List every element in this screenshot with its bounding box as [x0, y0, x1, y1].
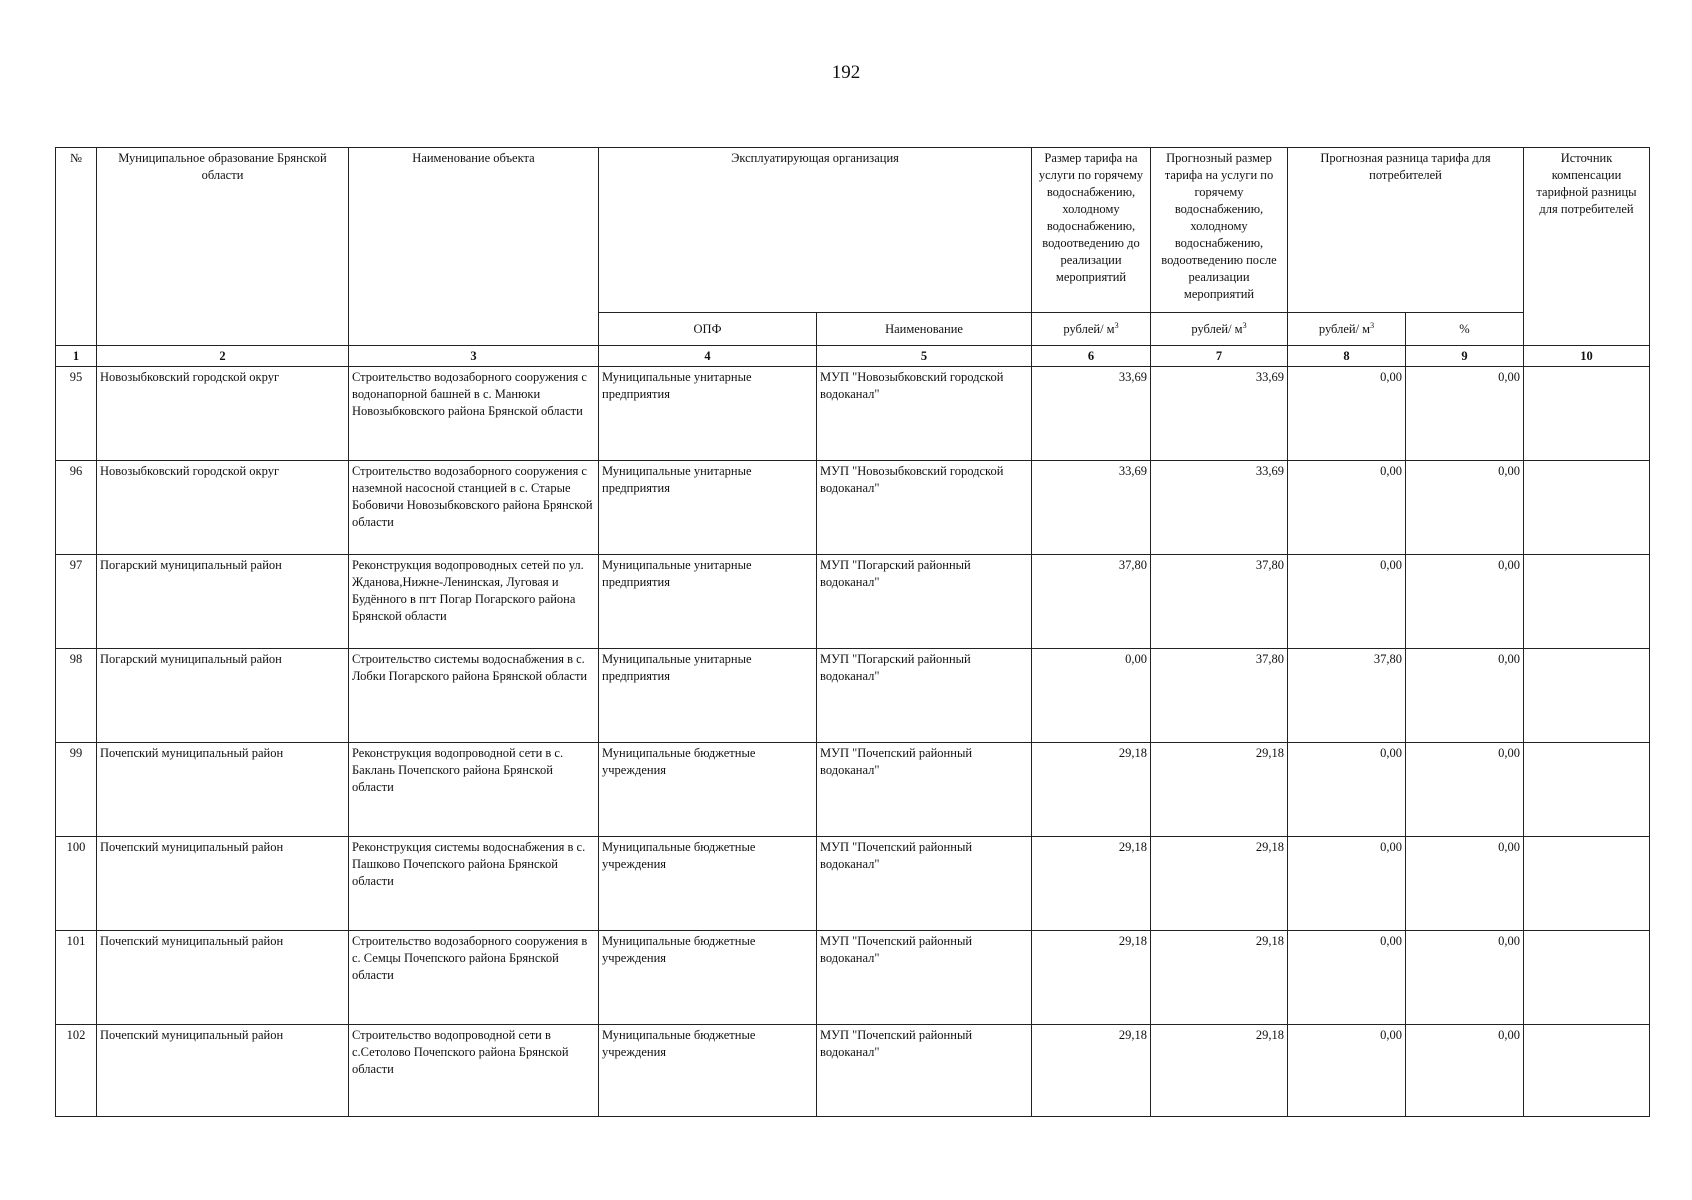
header-unit-before: [1032, 313, 1151, 346]
diff-pct-cell: 0,00: [1406, 461, 1524, 555]
column-number: 6: [1032, 346, 1151, 367]
source-cell: [1524, 649, 1650, 743]
header-object: Наименование объекта: [349, 148, 599, 346]
tariff-after-cell: 29,18: [1151, 931, 1288, 1025]
diff-rub-cell: 0,00: [1288, 931, 1406, 1025]
column-number: 4: [599, 346, 817, 367]
org-name-cell: МУП "Почепский районный водоканал": [817, 931, 1032, 1025]
org-name-cell: МУП "Почепский районный водоканал": [817, 743, 1032, 837]
municipality-cell: Погарский муниципальный район: [97, 555, 349, 649]
row-number: 97: [56, 555, 97, 649]
source-cell: [1524, 837, 1650, 931]
object-cell: Реконструкция водопроводных сетей по ул. Жданова,Нижне-Ленинская, Луговая и Будённого в пгт Погар Погарского района Брянской области: [349, 555, 599, 649]
header-municipality: Муниципальное образование Брянской области: [97, 148, 349, 346]
header-opf: ОПФ: [599, 313, 817, 346]
source-cell: [1524, 555, 1650, 649]
header-org-name: Наименование: [817, 313, 1032, 346]
tariff-after-cell: 33,69: [1151, 367, 1288, 461]
table-row: [56, 367, 1650, 461]
column-number: 8: [1288, 346, 1406, 367]
diff-pct-cell: 0,00: [1406, 367, 1524, 461]
source-cell: [1524, 367, 1650, 461]
column-number: 9: [1406, 346, 1524, 367]
opf-cell: Муниципальные бюджетные учреждения: [599, 743, 817, 837]
row-number: 98: [56, 649, 97, 743]
unit-label: рублей/ м: [1191, 321, 1243, 336]
table-row: [56, 837, 1650, 931]
diff-pct-cell: 0,00: [1406, 1025, 1524, 1117]
object-cell: Строительство системы водоснабжения в с. Лобки Погарского района Брянской области: [349, 649, 599, 743]
table-row: [56, 931, 1650, 1025]
unit-label: рублей/ м: [1318, 321, 1371, 336]
diff-rub-cell: 0,00: [1288, 743, 1406, 837]
diff-rub-cell: 0,00: [1288, 837, 1406, 931]
municipality-cell: Новозыбковский городской округ: [97, 461, 349, 555]
municipality-cell: Новозыбковский городской округ: [97, 367, 349, 461]
tariff-table: [55, 147, 1650, 1117]
tariff-before-cell: 33,69: [1032, 461, 1151, 555]
municipality-cell: Погарский муниципальный район: [97, 649, 349, 743]
tariff-after-cell: 29,18: [1151, 743, 1288, 837]
diff-pct-cell: 0,00: [1406, 837, 1524, 931]
column-number: 1: [56, 346, 97, 367]
row-number: 100: [56, 837, 97, 931]
header-no: №: [56, 148, 97, 346]
source-cell: [1524, 1025, 1650, 1117]
header-tariff-diff: Прогнозная разница тарифа для потребителей: [1288, 148, 1524, 313]
opf-cell: Муниципальные унитарные предприятия: [599, 461, 817, 555]
tariff-before-cell: 29,18: [1032, 1025, 1151, 1117]
header-tariff-after: Прогнозный размер тарифа на услуги по горячему водоснабжению, холодному водоснабжению, водоотведению после реализации мероприятий: [1151, 148, 1288, 313]
diff-rub-cell: 0,00: [1288, 367, 1406, 461]
tariff-after-cell: 37,80: [1151, 555, 1288, 649]
column-number: 7: [1151, 346, 1288, 367]
source-cell: [1524, 743, 1650, 837]
table-row: [56, 461, 1650, 555]
opf-cell: Муниципальные бюджетные учреждения: [599, 1025, 817, 1117]
object-cell: Реконструкция системы водоснабжения в с. Пашково Почепского района Брянской области: [349, 837, 599, 931]
municipality-cell: Почепский муниципальный район: [97, 1025, 349, 1117]
diff-rub-cell: 0,00: [1288, 1025, 1406, 1117]
tariff-before-cell: 0,00: [1032, 649, 1151, 743]
table-row: [56, 555, 1650, 649]
opf-cell: Муниципальные бюджетные учреждения: [599, 931, 817, 1025]
diff-pct-cell: 0,00: [1406, 931, 1524, 1025]
opf-cell: Муниципальные унитарные предприятия: [599, 649, 817, 743]
municipality-cell: Почепский муниципальный район: [97, 931, 349, 1025]
tariff-before-cell: 33,69: [1032, 367, 1151, 461]
column-number: 10: [1524, 346, 1650, 367]
diff-pct-cell: 0,00: [1406, 743, 1524, 837]
column-number: 5: [817, 346, 1032, 367]
row-number: 102: [56, 1025, 97, 1117]
unit-label: рублей/ м: [1063, 321, 1115, 336]
row-number: 95: [56, 367, 97, 461]
object-cell: Строительство водозаборного сооружения с водонапорной башней в с. Манюки Новозыбковского района Брянской области: [349, 367, 599, 461]
org-name-cell: МУП "Погарский районный водоканал": [817, 649, 1032, 743]
tariff-after-cell: 29,18: [1151, 837, 1288, 931]
column-number: 3: [349, 346, 599, 367]
source-cell: [1524, 461, 1650, 555]
opf-cell: Муниципальные унитарные предприятия: [599, 555, 817, 649]
row-number: 99: [56, 743, 97, 837]
column-numbers-row: [56, 346, 1650, 367]
municipality-cell: Почепский муниципальный район: [97, 743, 349, 837]
tariff-before-cell: 29,18: [1032, 837, 1151, 931]
table-row: [56, 1025, 1650, 1117]
tariff-before-cell: 29,18: [1032, 743, 1151, 837]
header-unit-pct: %: [1406, 313, 1524, 346]
object-cell: Строительство водопроводной сети в с.Сетолово Почепского района Брянской области: [349, 1025, 599, 1117]
column-number: 2: [97, 346, 349, 367]
unit-superscript: 3: [1370, 320, 1375, 330]
diff-pct-cell: 0,00: [1406, 555, 1524, 649]
table-row: [56, 743, 1650, 837]
unit-superscript: 3: [1242, 320, 1247, 330]
object-cell: Реконструкция водопроводной сети в с. Баклань Почепского района Брянской области: [349, 743, 599, 837]
diff-rub-cell: 0,00: [1288, 555, 1406, 649]
org-name-cell: МУП "Новозыбковский городской водоканал": [817, 461, 1032, 555]
org-name-cell: МУП "Новозыбковский городской водоканал": [817, 367, 1032, 461]
table-row: [56, 649, 1650, 743]
header-tariff-before: Размер тарифа на услуги по горячему водоснабжению, холодному водоснабжению, водоотведению до реализации мероприятий: [1032, 148, 1151, 313]
tariff-after-cell: 37,80: [1151, 649, 1288, 743]
municipality-cell: Почепский муниципальный район: [97, 837, 349, 931]
page-number: 192: [831, 62, 861, 83]
object-cell: Строительство водозаборного сооружения с наземной насосной станцией в с. Старые Бобовичи Новозыбковского района Брянской области: [349, 461, 599, 555]
org-name-cell: МУП "Почепский районный водоканал": [817, 837, 1032, 931]
opf-cell: Муниципальные унитарные предприятия: [599, 367, 817, 461]
opf-cell: Муниципальные бюджетные учреждения: [599, 837, 817, 931]
header-unit-after: [1151, 313, 1288, 346]
tariff-after-cell: 33,69: [1151, 461, 1288, 555]
org-name-cell: МУП "Погарский районный водоканал": [817, 555, 1032, 649]
diff-rub-cell: 0,00: [1288, 461, 1406, 555]
unit-superscript: 3: [1114, 320, 1119, 330]
source-cell: [1524, 931, 1650, 1025]
tariff-after-cell: 29,18: [1151, 1025, 1288, 1117]
org-name-cell: МУП "Почепский районный водоканал": [817, 1025, 1032, 1117]
header-unit-diff: [1288, 313, 1406, 346]
tariff-before-cell: 29,18: [1032, 931, 1151, 1025]
diff-pct-cell: 0,00: [1406, 649, 1524, 743]
diff-rub-cell: 37,80: [1288, 649, 1406, 743]
row-number: 101: [56, 931, 97, 1025]
object-cell: Строительство водозаборного сооружения в с. Семцы Почепского района Брянской области: [349, 931, 599, 1025]
tariff-before-cell: 37,80: [1032, 555, 1151, 649]
header-source: Источник компенсации тарифной разницы для потребителей: [1524, 148, 1650, 346]
header-operator: Эксплуатирующая организация: [599, 148, 1032, 313]
row-number: 96: [56, 461, 97, 555]
